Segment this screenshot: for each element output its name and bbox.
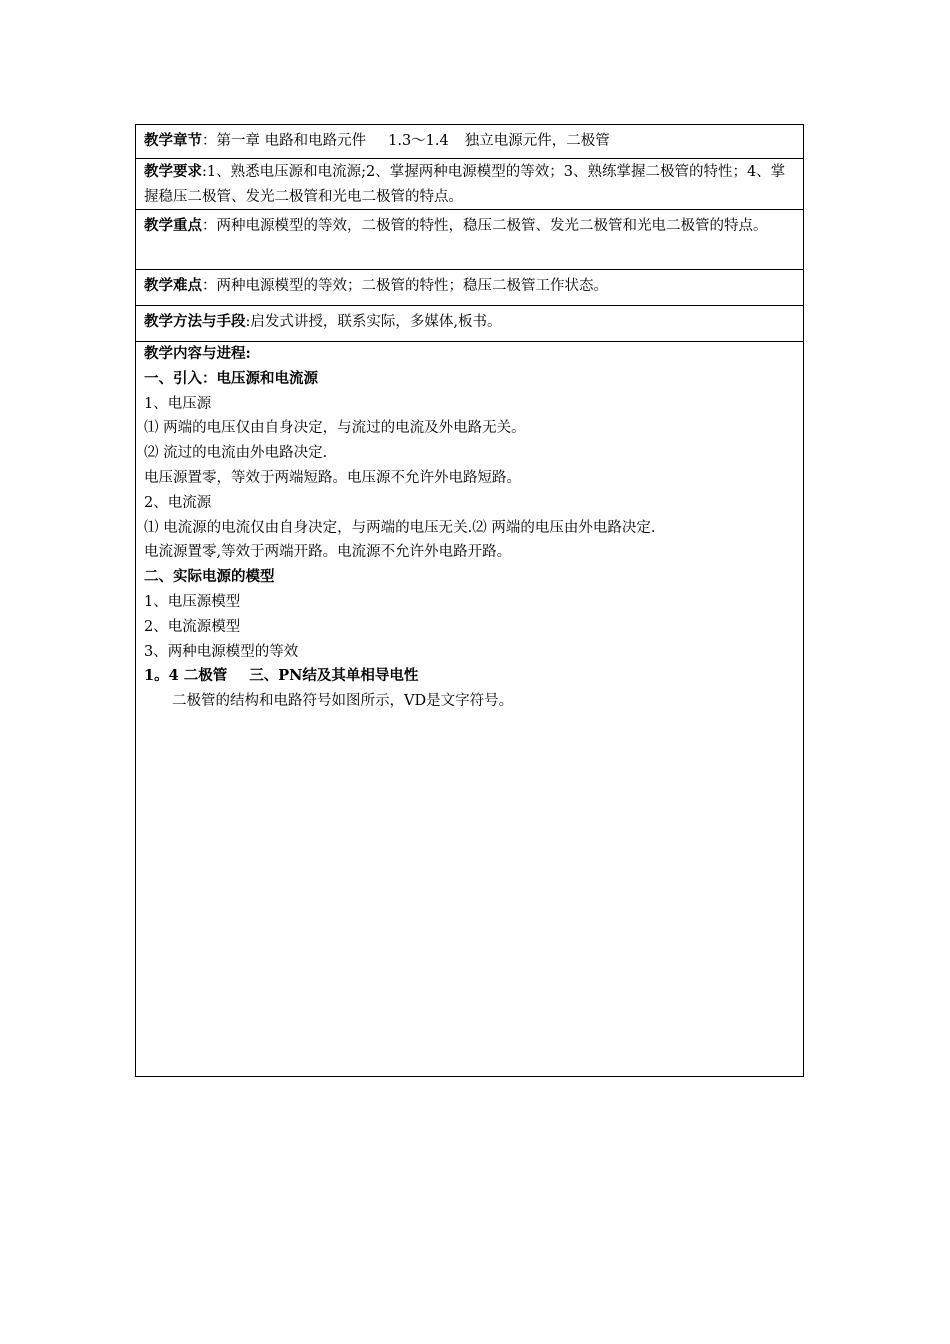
part2-title: 二、实际电源的模型 — [144, 568, 275, 586]
diode-section-number: 1。4 二极管 — [144, 667, 228, 685]
section-label: 教学章节 — [144, 132, 202, 149]
current-source-note: 电流源置零,等效于两端开路。电流源不允许外电路开路。 — [144, 544, 512, 561]
part3-title — [144, 664, 795, 689]
difficulties-label: 教学难点 — [144, 277, 202, 294]
voltage-source-point-2: ⑵ 流过的电流由外电路决定. — [144, 445, 328, 462]
difficulties-text: ：两种电源模型的等效；二极管的特性；稳压二极管工作状态。 — [202, 278, 608, 294]
methods-label: 教学方法与手段 — [144, 313, 246, 330]
current-source-model: 2、电流源模型 — [144, 618, 241, 635]
voltage-source-point-1: ⑴ 两端的电压仅由自身决定，与流过的电流及外电路无关。 — [144, 420, 526, 437]
content-row — [136, 342, 803, 1076]
lesson-plan-table — [135, 124, 804, 1077]
methods-row — [136, 306, 803, 342]
current-source-item: 2、电流源 — [144, 494, 212, 511]
requirements-row — [136, 159, 803, 210]
section-topic: 独立电源元件，二极管 — [464, 133, 610, 149]
part1-title: 一、引入：电压源和电流源 — [144, 369, 318, 387]
section-range: 1.3～1.4 — [388, 133, 449, 149]
voltage-source-note: 电压源置零，等效于两端短路。电压源不允许外电路短路。 — [144, 469, 521, 486]
model-equivalence: 3、两种电源模型的等效 — [144, 643, 299, 660]
content-heading: 教学内容与进程: — [144, 345, 251, 362]
current-source-points: ⑴ 电流源的电流仅由自身决定，与两端的电压无关.⑵ 两端的电压由外电路决定. — [144, 519, 656, 536]
section-row — [136, 125, 803, 159]
key-points-text: ：两种电源模型的等效，二极管的特性，稳压二极管、发光二极管和光电二极管的特点。 — [202, 218, 768, 234]
voltage-source-item: 1、电压源 — [144, 395, 212, 412]
requirements-label: 教学要求 — [144, 163, 202, 180]
key-points-row — [136, 210, 803, 270]
section-text: ：第一章 电路和电路元件 — [202, 133, 367, 149]
diode-description: 二极管的结构和电路符号如图所示，VD是文字符号。 — [172, 693, 514, 710]
difficulties-row — [136, 270, 803, 306]
pn-junction-title: 三、PN结及其单相导电性 — [249, 667, 419, 685]
key-points-label: 教学重点 — [144, 217, 202, 234]
voltage-source-model: 1、电压源模型 — [144, 593, 241, 610]
methods-text: :启发式讲授，联系实际，多媒体,板书。 — [245, 314, 502, 330]
requirements-text: :1、熟悉电压源和电流源;2、掌握两种电源模型的等效；3、熟练掌握二极管的特性；4、掌握稳压二极管、发光二极管和光电二极管的特点。 — [144, 164, 786, 205]
